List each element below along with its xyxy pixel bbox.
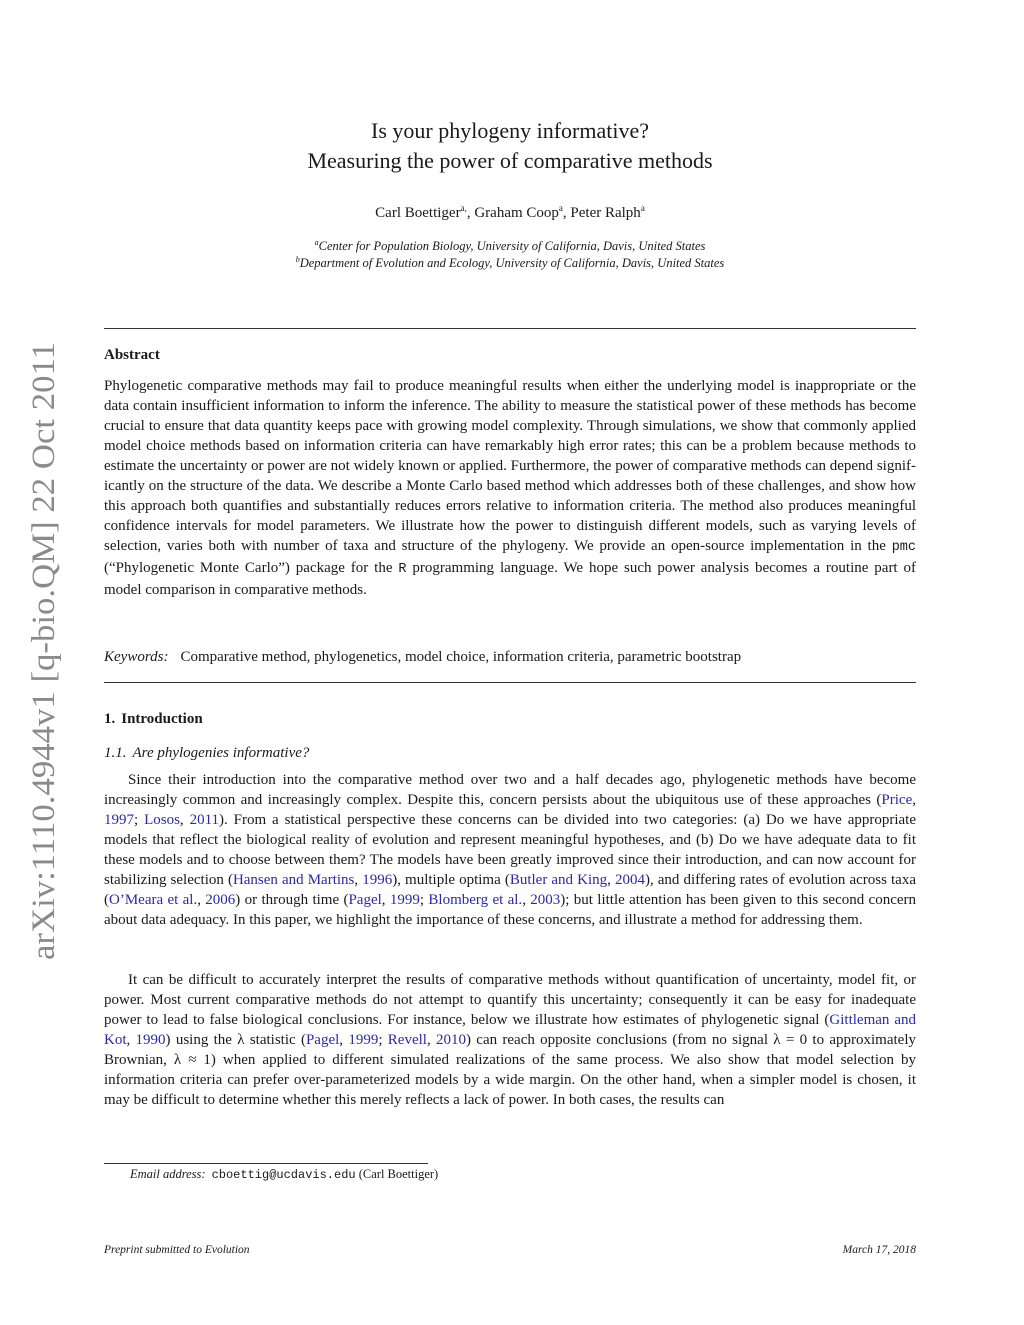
affiliation-b (104, 255, 916, 271)
affiliation-mark: b (295, 255, 300, 264)
pmc-package-name: pmc (891, 540, 916, 555)
citation-link[interactable]: 2006 (205, 892, 236, 908)
author-name: Graham Coop (474, 205, 559, 221)
citation-link[interactable]: Gittleman and Kot (104, 1012, 916, 1048)
paragraph-text: , (607, 872, 615, 888)
citation-link[interactable]: 1990 (135, 1032, 166, 1048)
paper-title-line-2: Measuring the power of comparative methods (307, 148, 713, 173)
paragraph-text: , (339, 1032, 349, 1048)
paragraph-text: , (522, 892, 531, 908)
citation-link[interactable]: 1997 (104, 812, 134, 828)
subsection-heading (104, 745, 309, 762)
citation-link[interactable]: Price (881, 792, 913, 808)
email-label: Email address: (130, 1167, 206, 1181)
abstract-heading: Abstract (104, 347, 160, 363)
paragraph-text: , (912, 792, 916, 808)
keywords-text: Comparative method, phylogenetics, model choice, information criteria, parametric bootstrap (180, 649, 742, 665)
subsection-title: Are phylogenies informative? (132, 745, 310, 761)
author-affiliation-mark: a, (460, 203, 467, 213)
author-affiliation-mark: a (640, 203, 645, 213)
author-separator: , (466, 205, 475, 221)
author-name: Peter Ralph (570, 205, 641, 221)
section-heading (104, 711, 203, 728)
paragraph-text: , (381, 892, 390, 908)
arxiv-side-stamp (24, 340, 64, 960)
affiliation-a (104, 238, 916, 254)
citation-link[interactable]: Hansen and Martins (232, 872, 355, 888)
citation-link[interactable]: 1999 (348, 1032, 379, 1048)
citation-link[interactable]: 2003 (530, 892, 561, 908)
paragraph-text: ); but little attention has been given to this second concern about data adequacy. In this paper, we highlight the importance of these concerns, and illustrate a method for addressing them. (104, 892, 917, 928)
footnote-rule (104, 1163, 428, 1164)
paragraph-text: It can be difficult to accurately interpret the results of comparative methods without quantification of uncertainty, model fit, or power. Most current comparative methods do not attempt to quantify this uncertainty; consequently it can be easy for inadequate power to lead to false biological conclusions. For instance, below we illustrate how estimates of phylogenetic signal ( (104, 972, 916, 1028)
citation-link[interactable]: 2011 (189, 812, 220, 828)
paragraph-text: ) can reach opposite conclusions (from no signal λ = 0 to approximately Brownian, λ ≈ 1) when applied to different simulated realizations of the same process. We also show that model selection by information criteria can prefer over-parameterized models by a wide margin. On the other hand, when a simpler model is chosen, it may be difficult to determine whether this merely reflects a lack of power. In both cases, the results can (104, 1032, 916, 1108)
arxiv-identifier: arXiv:1110.4944v1 [q-bio.QM] 22 Oct 2011 (26, 373, 62, 960)
author-name: Carl Boettiger (375, 205, 461, 221)
paragraph-text: ; (378, 1032, 388, 1048)
subsection-number: 1.1. (104, 745, 127, 761)
section-number: 1. (104, 711, 116, 727)
affiliation-text: Center for Population Biology, University of California, Davis, United States (318, 239, 706, 254)
author-affiliation-mark: a (558, 203, 563, 213)
paragraph-text: ), multiple optima ( (392, 872, 510, 888)
footer-date: March 17, 2018 (842, 1244, 916, 1256)
paragraph-text: ; (134, 812, 145, 828)
footer-preprint-note: Preprint submitted to Evolution (104, 1244, 250, 1256)
abstract-body: Phylogenetic comparative methods may fail to produce meaningful results when either the underlying model is inappropriate or the data contain insufficient information to inform the inference. The ability to measure the statistical power of these methods has become crucial to ensure that data quantity keeps pace with growing model complexity. Through simulations, we show that commonly applied model choice methods based on information criteria can have remarkably high error rates; this can be a problem because methods to estimate the uncertainty or power are not widely known or applied. Furthermore, the power of comparative methods can depend significantly on the structure of the data. We describe a Monte Carlo based method which addresses both of these challenges, and show how this approach both quantifies and substantially reduces errors relative to information criteria. The method also produces meaningful confidence intervals for model parameters. We illustrate how the power to distinguish different models, such as varying levels of selection, varies both with number of taxa and structure of the phylogeny. We provide an open-source implementation in the (104, 378, 916, 554)
paragraph-text: ) using the λ statistic ( (165, 1032, 306, 1048)
abstract-bottom-rule (104, 682, 916, 683)
abstract-top-rule (104, 328, 916, 329)
citation-link[interactable]: 1999 (389, 892, 420, 908)
author-list (104, 203, 916, 222)
author-separator: , (562, 205, 571, 221)
citation-link[interactable]: 2010 (436, 1032, 466, 1048)
paragraph-text: , (179, 812, 190, 828)
citation-link[interactable]: Butler and King (509, 872, 608, 888)
abstract-body: (“Phylogenetic Monte Carlo”) package for the (104, 560, 393, 576)
paragraph-text: ), and differing rates of evolution across taxa ( (104, 872, 916, 908)
email-owner: (Carl Boettiger) (358, 1167, 439, 1181)
abstract-body: programming language. We hope such power analysis becomes a routine part of model comparison in comparative methods. (104, 560, 916, 598)
paper-title-line-1: Is your phylogeny informative? (371, 118, 649, 143)
keywords-label: Keywords: (104, 649, 169, 665)
email-link[interactable]: cboettig@ucdavis.edu (211, 1168, 356, 1182)
abstract-text (104, 376, 916, 600)
citation-link[interactable]: O’Meara et al. (109, 892, 198, 908)
citation-link[interactable]: 2004 (614, 872, 645, 888)
citation-link[interactable]: Blomberg et al. (428, 892, 523, 908)
intro-paragraph-1 (104, 770, 916, 930)
paragraph-text: ). From a statistical perspective these concerns can be divided into two categories: (a) Do we have appropriate models that reflect the biological reality of evolution and represent meaningful hypotheses, and (b) Do we have adequate data to fit these models and to choose between them? The models have been greatly improved since their introduction, and can now account for stabilizing selection ( (104, 812, 917, 888)
r-language-name: R (398, 562, 407, 577)
paragraph-text: ) or through time ( (235, 892, 349, 908)
paragraph-text: , (426, 1032, 436, 1048)
affiliation-mark: a (314, 238, 319, 247)
citation-link[interactable]: Pagel (348, 892, 382, 908)
citation-link[interactable]: Pagel (305, 1032, 340, 1048)
paragraph-text: ; (419, 892, 429, 908)
section-title: Introduction (121, 711, 203, 727)
footnote (130, 1167, 438, 1182)
affiliation-text: Department of Evolution and Ecology, University of California, Davis, United States (299, 256, 725, 271)
keywords (104, 649, 916, 666)
intro-paragraph-2 (104, 970, 916, 1110)
citation-link[interactable]: Revell (387, 1032, 427, 1048)
paragraph-text: Since their introduction into the comparative method over two and a half decades ago, phylogenetic methods have become increasingly common and increasingly complex. Despite this, concern persists about the ubiquitous use of these approaches ( (104, 772, 916, 808)
citation-link[interactable]: 1996 (362, 872, 393, 888)
citation-link[interactable]: Losos (144, 812, 180, 828)
paragraph-text: , (197, 892, 206, 908)
paragraph-text: , (126, 1032, 136, 1048)
paragraph-text: , (354, 872, 363, 888)
